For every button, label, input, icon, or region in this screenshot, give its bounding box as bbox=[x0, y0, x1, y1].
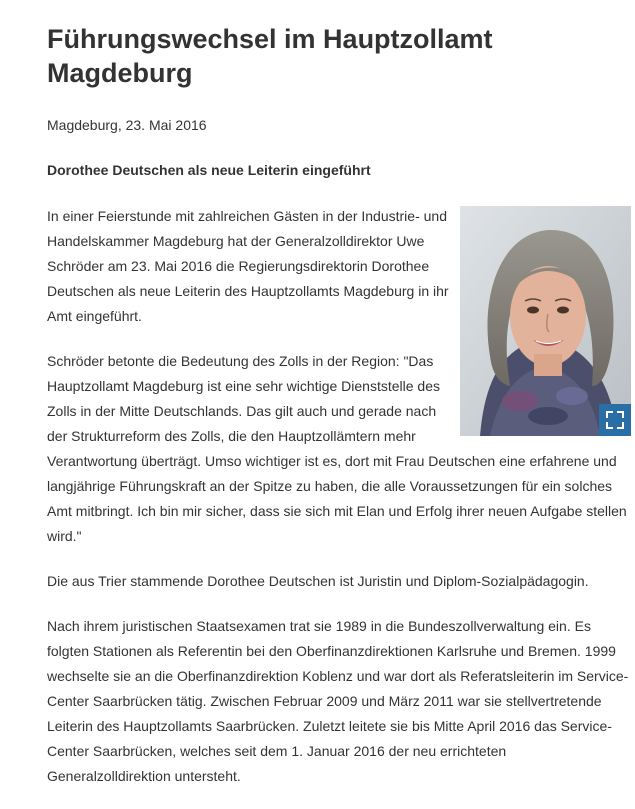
article-title: Führungswechsel im Hauptzollamt Magdeburg bbox=[47, 24, 493, 88]
paragraph-1: In einer Feierstunde mit zahlreichen Gästen in der Industrie- und Handelskammer Magdeburg hat der Generalzolldirektor Uwe Schröder am 23. Mai 2016 die Regierungsdirektorin Dorothee Deutschen als neue Leiterin des Hauptzollamts Magdeburg in ihr Amt eingeführt. bbox=[47, 208, 449, 324]
portrait-image bbox=[460, 206, 631, 436]
expand-image-button[interactable] bbox=[599, 404, 631, 436]
paragraph-3: Die aus Trier stammende Dorothee Deutschen ist Juristin und Diplom-Sozialpädagogin. bbox=[47, 573, 589, 589]
portrait-photo[interactable] bbox=[460, 206, 631, 436]
paragraph-2: Schröder betonte die Bedeutung des Zolls in der Region: "Das Hauptzollamt Magdeburg ist eine sehr wichtige Dienststelle des Zolls in der Mitte Deutschlands. Das gilt auch und gerade nach der Strukturreform des Zolls, die den Hauptzollämtern mehr Verantwortung überträgt. Umso wichtiger ist es, dort mit Frau Deutschen eine erfahrene und langjährige Führungskraft an der Spitze zu haben, die alle Voraussetzungen für ein solches Amt mitbringt. Ich bin mir sicher, dass sie sich mit Elan und Erfolg ihrer neuen Aufgabe stellen wird." bbox=[47, 353, 627, 544]
article-lead: Dorothee Deutschen als neue Leiterin eingeführt bbox=[47, 162, 371, 178]
article-body bbox=[47, 204, 631, 809]
paragraph-4: Nach ihrem juristischen Staatsexamen trat sie 1989 in die Bundeszollverwaltung ein. Es folgten Stationen als Referentin bei den Oberfinanzdirektionen Karlsruhe und Bremen. 1999 wechselte sie an die Oberfinanzdirektion Koblenz und war dort als Referatsleiterin im Service-Center Saarbrücken tätig. Zwischen Februar 2009 und März 2011 war sie stellvertretende Leiterin des Hauptzollamts Saarbrücken. Zuletzt leitete sie bis Mitte April 2016 das Service-Center Saarbrücken, welches seit dem 1. Januar 2016 der neu errichteten Generalzolldirektion untersteht. bbox=[47, 618, 629, 784]
expand-icon bbox=[599, 404, 631, 436]
article-dateline: Magdeburg, 23. Mai 2016 bbox=[47, 117, 207, 133]
